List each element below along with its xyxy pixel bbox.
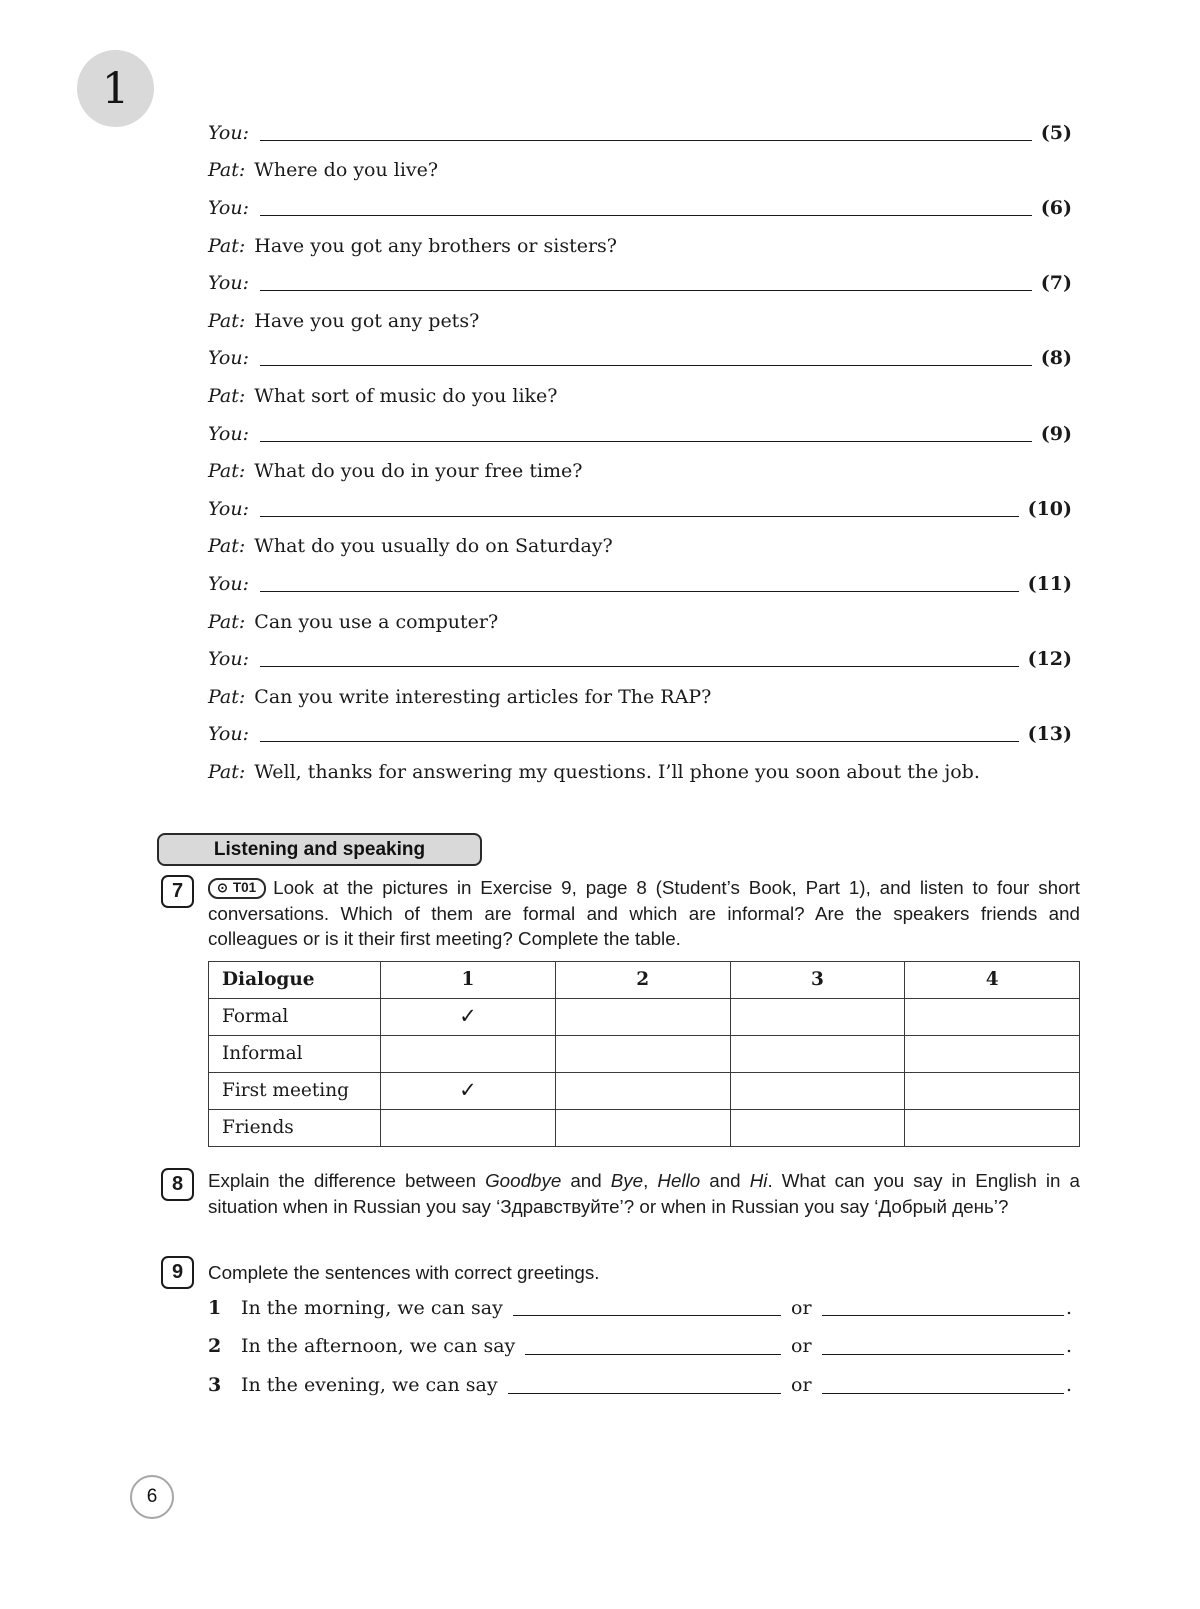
italic-term: Goodbye	[485, 1170, 562, 1191]
table-cell[interactable]	[905, 1109, 1080, 1146]
page-number-badge	[130, 1475, 174, 1519]
greeting-item	[208, 1366, 1072, 1405]
dialogue-row	[208, 264, 1072, 302]
dialogue-text: Where do you live?	[254, 159, 439, 182]
table-header-3: 3	[730, 961, 905, 998]
answer-blank[interactable]	[260, 726, 1019, 742]
greeting-item	[208, 1289, 1072, 1328]
italic-term: Hello	[657, 1170, 701, 1191]
italic-term: Bye	[610, 1170, 644, 1191]
exercise-9-instruction: Complete the sentences with correct greetings.	[208, 1262, 600, 1283]
table-cell[interactable]	[381, 1035, 556, 1072]
audio-track-label: T01	[232, 879, 257, 895]
exercise-7	[161, 875, 1091, 1147]
dialogue-text: Can you use a computer?	[254, 610, 499, 633]
text-segment: and	[561, 1170, 611, 1191]
question-number: (5)	[1040, 121, 1072, 144]
section-header	[157, 833, 482, 866]
italic-term: Hi	[749, 1170, 768, 1191]
dialogue-text: What do you do in your free time?	[254, 460, 583, 483]
answer-blank[interactable]	[260, 501, 1019, 517]
speaker-label: You:	[208, 497, 249, 520]
dialogue-row	[208, 340, 1072, 378]
exercise-number-badge	[161, 1256, 194, 1289]
dialogue-row	[208, 114, 1072, 152]
speaker-label: Pat:	[208, 234, 246, 257]
dialogue-text: Have you got any pets?	[254, 309, 480, 332]
exercise-9	[161, 1256, 1091, 1405]
speaker-label: You:	[208, 648, 249, 671]
table-cell[interactable]	[730, 998, 905, 1035]
table-cell[interactable]	[905, 1035, 1080, 1072]
speaker-label: Pat:	[208, 610, 246, 633]
answer-blank[interactable]	[260, 200, 1032, 216]
dialogue-row	[208, 565, 1072, 603]
item-number: 1	[208, 1296, 222, 1319]
speaker-label: Pat:	[208, 384, 246, 407]
dialogue-text: Can you write interesting articles for The RAP?	[254, 685, 712, 708]
question-number: (11)	[1027, 572, 1072, 595]
exercise-number-badge	[161, 875, 194, 908]
speaker-label: Pat:	[208, 460, 246, 483]
table-header-2: 2	[555, 961, 730, 998]
text-segment: Explain the difference between	[208, 1170, 486, 1191]
table-cell[interactable]	[555, 1035, 730, 1072]
speaker-label: You:	[208, 422, 249, 445]
item-text: In the afternoon, we can say	[241, 1335, 516, 1358]
text-segment: . What can you say in English in a situation when in Russian you say ‘Здравствуйте’? or when in Russian you say ‘Добрый день’?	[208, 1170, 1080, 1217]
item-text: In the evening, we can say	[241, 1373, 498, 1396]
speaker-label: Pat:	[208, 535, 246, 558]
table-row	[209, 1035, 1080, 1072]
speaker-label: Pat:	[208, 760, 246, 783]
speaker-label: Pat:	[208, 159, 246, 182]
speaker-label: You:	[208, 196, 249, 219]
dialogue-row	[208, 227, 1072, 265]
dialogue-text: What do you usually do on Saturday?	[254, 535, 613, 558]
table-cell[interactable]	[555, 998, 730, 1035]
question-number: (6)	[1040, 196, 1072, 219]
greeting-blank-1[interactable]	[525, 1339, 781, 1355]
question-number: (9)	[1040, 422, 1072, 445]
exercise-8	[161, 1168, 1091, 1219]
exercise-number-badge	[161, 1168, 194, 1201]
greeting-blank-1[interactable]	[508, 1378, 781, 1394]
table-cell[interactable]	[555, 1072, 730, 1109]
dialogue-text: What sort of music do you like?	[254, 384, 558, 407]
greeting-items	[208, 1289, 1080, 1405]
answer-blank[interactable]	[260, 426, 1032, 442]
unit-number: 1	[101, 63, 130, 114]
table-row-label: First meeting	[209, 1072, 381, 1109]
item-text: In the morning, we can say	[241, 1296, 503, 1319]
greeting-item	[208, 1328, 1072, 1367]
answer-blank[interactable]	[260, 651, 1019, 667]
dialogue-table	[208, 961, 1080, 1147]
exercise-number: 9	[171, 1261, 184, 1283]
question-number: (12)	[1027, 648, 1072, 671]
audio-track-badge	[208, 878, 266, 899]
dialogue-row	[208, 302, 1072, 340]
section-header-title: Listening and speaking	[213, 838, 426, 860]
speaker-label: Pat:	[208, 309, 246, 332]
exercise-number: 8	[171, 1173, 184, 1195]
speaker-label: You:	[208, 347, 249, 370]
exercise-7-instruction	[208, 875, 1080, 952]
answer-blank[interactable]	[260, 275, 1032, 291]
table-row-label: Informal	[209, 1035, 381, 1072]
table-cell[interactable]	[730, 1072, 905, 1109]
dialogue-row	[208, 716, 1072, 754]
greeting-blank-2[interactable]	[822, 1378, 1064, 1394]
unit-number-badge	[77, 50, 154, 127]
table-row	[209, 1072, 1080, 1109]
table-cell[interactable]	[381, 1109, 556, 1146]
conjunction: or	[791, 1335, 812, 1358]
dialogue-row	[208, 528, 1072, 566]
table-row-label: Formal	[209, 998, 381, 1035]
conjunction: or	[791, 1296, 812, 1319]
conjunction: or	[791, 1373, 812, 1396]
dialogue-row	[208, 753, 1072, 791]
speaker-label: You:	[208, 572, 249, 595]
text-segment: ,	[643, 1170, 658, 1191]
dialogue-text: Have you got any brothers or sisters?	[254, 234, 617, 257]
terminator: .	[1065, 1373, 1072, 1396]
terminator: .	[1065, 1296, 1072, 1319]
table-row	[209, 998, 1080, 1035]
answer-blank[interactable]	[260, 125, 1032, 141]
dialogue-row	[208, 377, 1072, 415]
dialogue-row	[208, 189, 1072, 227]
dialogue-row	[208, 452, 1072, 490]
exercise-8-text	[208, 1168, 1080, 1219]
instruction-text: Look at the pictures in Exercise 9, page 8 (Student’s Book, Part 1), and listen to four short conversations. Which of them are formal and which are informal? Are the speakers friends and colleagues or is it their first meeting? Complete the table.	[208, 877, 1080, 949]
greeting-blank-1[interactable]	[513, 1300, 781, 1316]
speaker-label: You:	[208, 272, 249, 295]
speaker-label: You:	[208, 121, 249, 144]
question-number: (10)	[1027, 497, 1072, 520]
table-cell[interactable]	[905, 998, 1080, 1035]
dialogue-section	[208, 114, 1072, 791]
greeting-blank-2[interactable]	[822, 1300, 1064, 1316]
dialogue-row	[208, 603, 1072, 641]
table-cell[interactable]: ✓	[381, 1072, 556, 1109]
speaker-label: Pat:	[208, 685, 246, 708]
exercise-number: 7	[171, 880, 184, 902]
table-cell[interactable]	[730, 1109, 905, 1146]
question-number: (8)	[1040, 347, 1072, 370]
table-cell[interactable]	[730, 1035, 905, 1072]
table-header-4: 4	[905, 961, 1080, 998]
terminator: .	[1065, 1335, 1072, 1358]
page-number: 6	[146, 1486, 158, 1507]
greeting-blank-2[interactable]	[822, 1339, 1064, 1355]
speaker-label: You:	[208, 723, 249, 746]
table-header-dialogue: Dialogue	[209, 961, 381, 998]
table-row	[209, 1109, 1080, 1146]
answer-blank[interactable]	[260, 350, 1032, 366]
dialogue-row	[208, 415, 1072, 453]
question-number: (13)	[1027, 723, 1072, 746]
table-cell[interactable]: ✓	[381, 998, 556, 1035]
table-row-label: Friends	[209, 1109, 381, 1146]
dialogue-text: Well, thanks for answering my questions. I’ll phone you soon about the job.	[254, 760, 980, 783]
dialogue-row	[208, 152, 1072, 190]
table-cell[interactable]	[905, 1072, 1080, 1109]
table-cell[interactable]	[555, 1109, 730, 1146]
dialogue-row	[208, 490, 1072, 528]
text-segment: and	[700, 1170, 750, 1191]
dialogue-row	[208, 640, 1072, 678]
table-header-1: 1	[381, 961, 556, 998]
dialogue-row	[208, 678, 1072, 716]
table-header-row	[209, 961, 1080, 998]
item-number: 3	[208, 1373, 222, 1396]
item-number: 2	[208, 1335, 222, 1358]
question-number: (7)	[1040, 272, 1072, 295]
answer-blank[interactable]	[260, 576, 1019, 592]
audio-icon: ⊙	[217, 880, 228, 895]
